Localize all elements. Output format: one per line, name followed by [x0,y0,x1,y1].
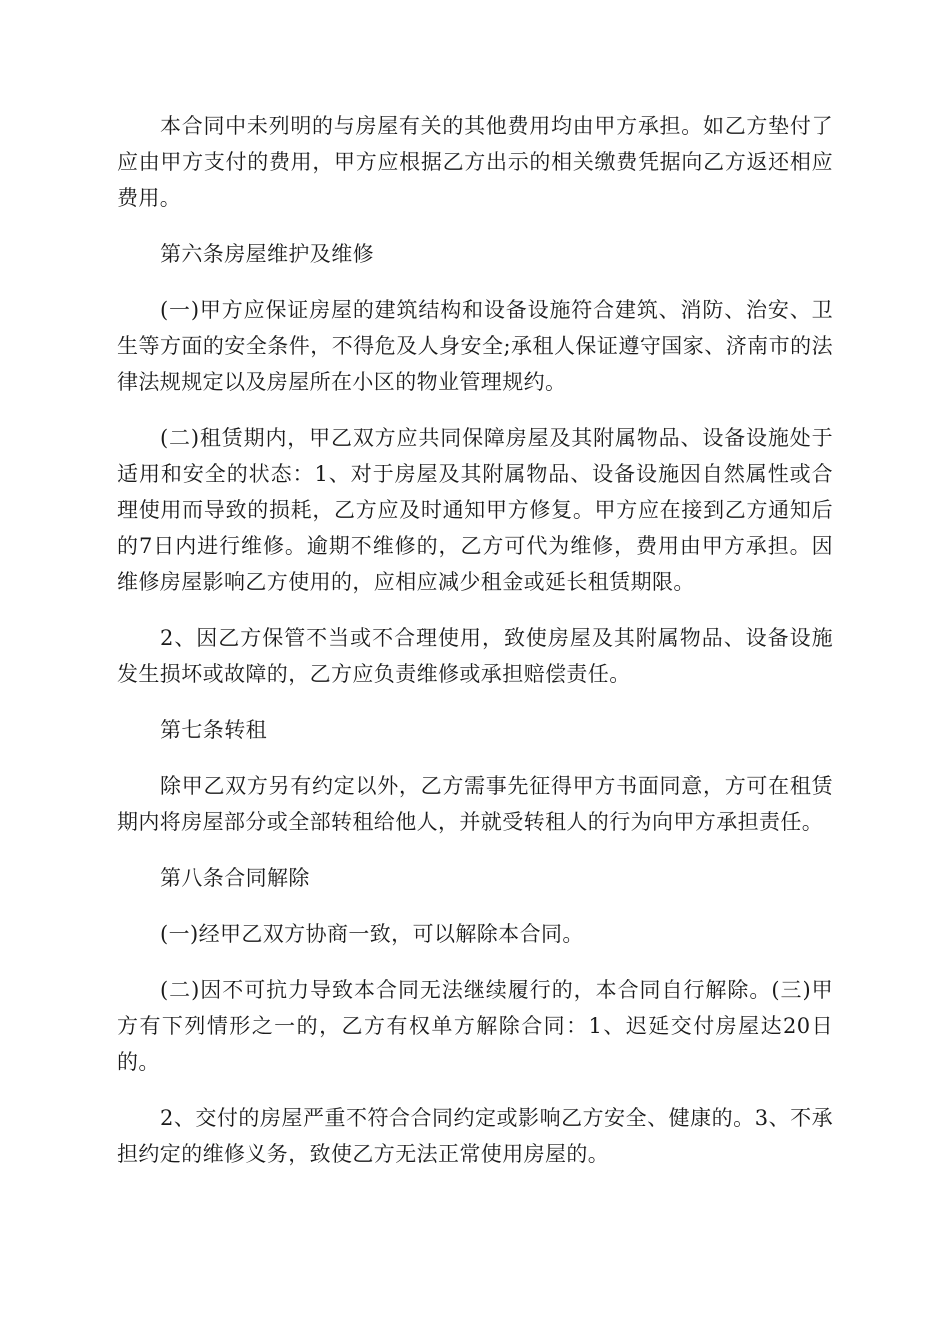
paragraph-6-2-item-2: 2、因乙方保管不当或不合理使用，致使房屋及其附属物品、设备设施发生损坏或故障的，乙方应负责维修或承担赔偿责任。 [117,626,833,686]
paragraph-6-1: (一)甲方应保证房屋的建筑结构和设备设施符合建筑、消防、治安、卫生等方面的安全条件，不得危及人身安全;承租人保证遵守国家、济南市的法律法规规定以及房屋所在小区的物业管理规约。 [117,298,833,394]
paragraph-8-3-items: 2、交付的房屋严重不符合合同约定或影响乙方安全、健康的。3、不承担约定的维修义务，致使乙方无法正常使用房屋的。 [117,1106,833,1166]
paragraph-other-fees: 本合同中未列明的与房屋有关的其他费用均由甲方承担。如乙方垫付了应由甲方支付的费用，甲方应根据乙方出示的相关缴费凭据向乙方返还相应费用。 [117,114,833,210]
paragraph-6-2: (二)租赁期内，甲乙双方应共同保障房屋及其附属物品、设备设施处于适用和安全的状态：1、对于房屋及其附属物品、设备设施因自然属性或合理使用而导致的损耗，乙方应及时通知甲方修复。甲方应在接到乙方通知后的7日内进行维修。逾期不维修的，乙方可代为维修，费用由甲方承担。因维修房屋影响乙方使用的，应相应减少租金或延长租赁期限。 [117,426,833,594]
heading-article-7: 第七条转租 [160,718,267,742]
paragraph-7-sublease: 除甲乙双方另有约定以外，乙方需事先征得甲方书面同意，方可在租赁期内将房屋部分或全部转租给他人，并就受转租人的行为向甲方承担责任。 [117,774,833,834]
document-body [117,108,833,1192]
paragraph-8-1: (一)经甲乙双方协商一致，可以解除本合同。 [160,922,584,946]
heading-article-6: 第六条房屋维护及维修 [160,242,374,266]
paragraph-8-2: (二)因不可抗力导致本合同无法继续履行的，本合同自行解除。(三)甲方有下列情形之一的，乙方有权单方解除合同：1、迟延交付房屋达20日的。 [117,978,833,1074]
heading-article-8: 第八条合同解除 [160,866,310,890]
